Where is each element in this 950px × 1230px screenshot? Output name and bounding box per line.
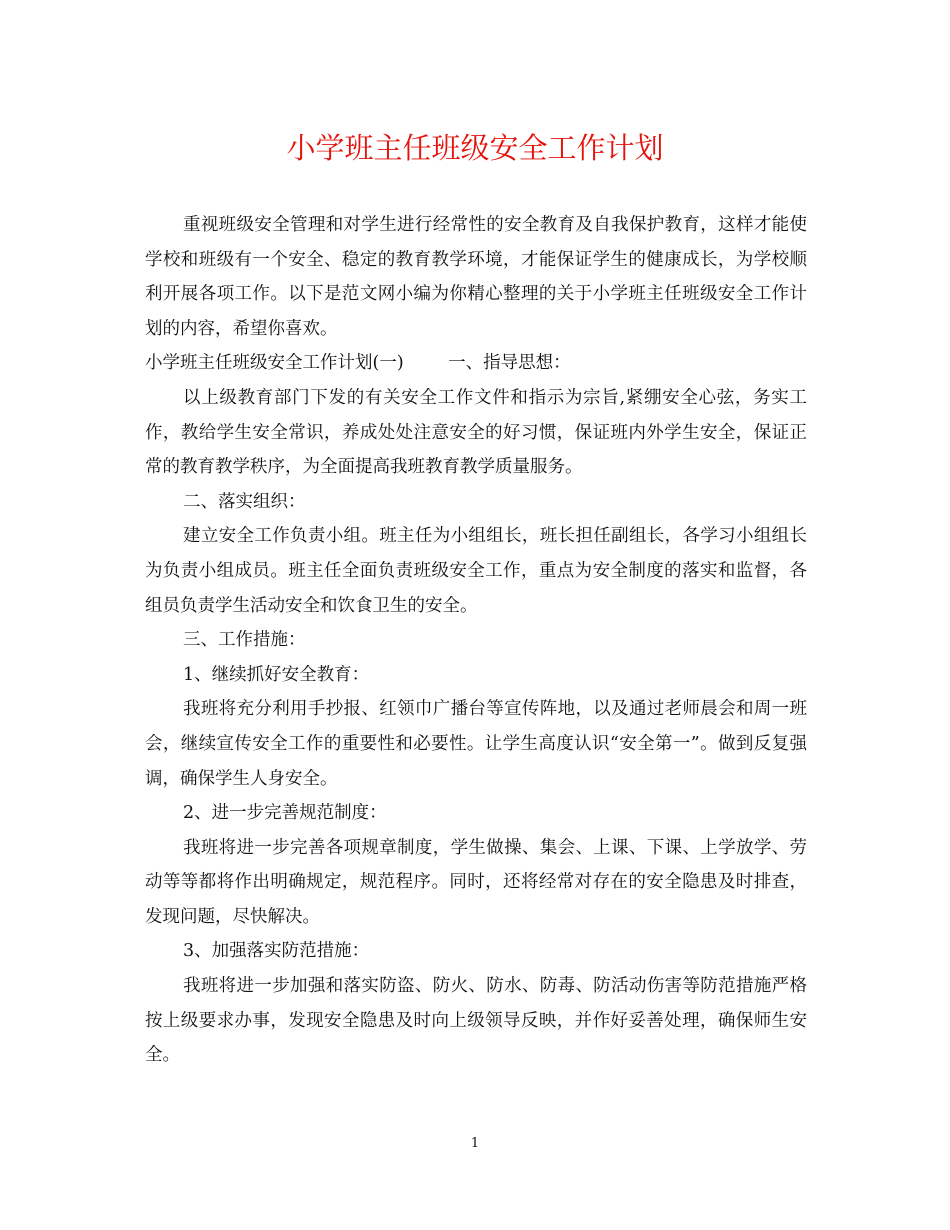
item-3-heading: 3、加强落实防范措施： bbox=[183, 941, 370, 962]
section-2-paragraph: 建立安全工作负责小组。班主任为小组组长，班长担任副组长，各学习小组组长为负责小组成员。班主任全面负责班级安全工作，重点为安全制度的落实和监督，各组员负责学生活动安全和饮食卫生的安全。 bbox=[145, 526, 807, 616]
item-1-heading: 1、继续抓好安全教育： bbox=[183, 664, 370, 685]
page-number: 1 bbox=[470, 1136, 480, 1151]
section-3-heading: 三、工作措施： bbox=[183, 630, 306, 651]
section-1-heading: 一、指导思想： bbox=[448, 353, 571, 374]
intro-paragraph: 重视班级安全管理和对学生进行经常性的安全教育及自我保护教育，这样才能使学校和班级有一个安全、稳定的教育教学环境，才能保证学生的健康成长，为学校顺利开展各项工作。以下是范文网小编为你精心整理的关于小学班主任班级安全工作计划的内容，希望你喜欢。 bbox=[145, 215, 807, 339]
item-3-paragraph: 我班将进一步加强和落实防盗、防火、防水、防毒、防活动伤害等防范措施严格按上级要求办事，发现安全隐患及时向上级领导反映，并作好妥善处理，确保师生安全。 bbox=[145, 976, 807, 1066]
item-2-paragraph: 我班将进一步完善各项规章制度，学生做操、集会、上课、下课、上学放学、劳动等等都将作出明确规定，规范程序。同时，还将经常对存在的安全隐患及时排查，发现问题，尽快解决。 bbox=[145, 837, 807, 927]
document-title: 小学班主任班级安全工作计划 bbox=[286, 131, 664, 165]
section-1-paragraph: 以上级教育部门下发的有关安全工作文件和指示为宗旨,紧绷安全心弦，务实工作，教给学生安全常识，养成处处注意安全的好习惯，保证班内外学生安全，保证正常的教育教学秩序，为全面提高我班教育教学质量服务。 bbox=[145, 387, 807, 478]
item-1-paragraph: 我班将充分利用手抄报、红领巾广播台等宣传阵地，以及通过老师晨会和周一班会，继续宣传安全工作的重要性和必要性。让学生高度认识“安全第一”。做到反复强调，确保学生人身安全。 bbox=[145, 699, 807, 789]
item-2-heading: 2、进一步完善规范制度： bbox=[183, 803, 387, 824]
section-2-heading: 二、落实组织： bbox=[183, 491, 306, 512]
plan-heading-line bbox=[145, 346, 807, 381]
plan-heading: 小学班主任班级安全工作计划(一) bbox=[145, 353, 404, 374]
document-body bbox=[145, 208, 807, 1073]
